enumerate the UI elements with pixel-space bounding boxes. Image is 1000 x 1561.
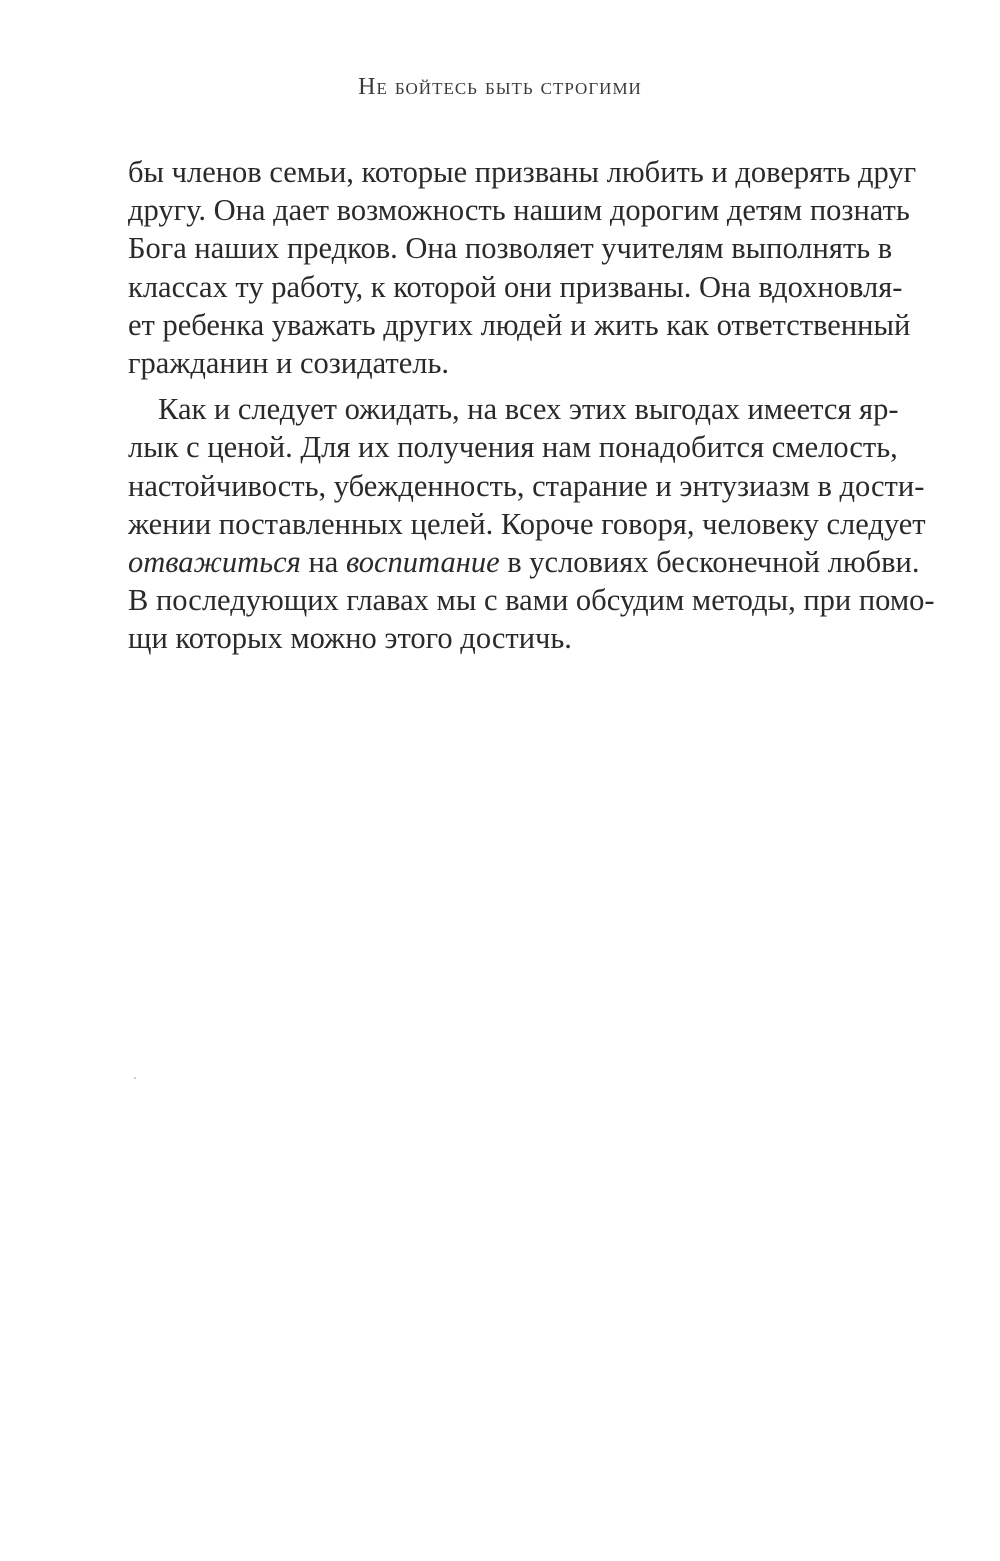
- text-line: гражданин и созидатель.: [128, 345, 450, 380]
- text-line: Как и следует ожидать, на всех этих выгодах имеется яр-: [158, 392, 899, 427]
- text-line: классах ту работу, к которой они призваны. Она вдохновля-: [128, 269, 903, 304]
- text-line: лык с ценой. Для их получения нам понадобится смелость,: [128, 430, 898, 465]
- paragraph-1: [128, 153, 917, 382]
- paragraph-gap: [128, 382, 890, 390]
- body-text: [128, 153, 935, 657]
- text-fragment: на: [300, 544, 346, 579]
- text-line: жении поставленных целей. Короче говоря, человеку следует: [128, 506, 926, 541]
- text-line: ет ребенка уважать других людей и жить как ответственный: [128, 307, 911, 342]
- text-line-mixed: [128, 543, 920, 581]
- italic-word: воспитание: [345, 544, 500, 579]
- paragraph-2: [128, 390, 935, 657]
- text-fragment: в условиях бесконечной любви.: [499, 544, 920, 579]
- paper-speck: [134, 1077, 136, 1079]
- text-line: другу. Она дает возможность нашим дорогим детям познать: [128, 193, 910, 228]
- text-line: щи которых можно этого достичь.: [128, 621, 572, 656]
- text-line: Бога наших предков. Она позволяет учителям выполнять в: [128, 231, 893, 266]
- italic-word: отважиться: [128, 544, 301, 579]
- text-line: бы членов семьи, которые призваны любить и доверять друг: [128, 155, 917, 189]
- running-header: Не бойтесь быть строгими: [358, 74, 642, 100]
- text-line: В последующих главах мы с вами обсудим методы, при помо-: [128, 583, 935, 618]
- text-line: настойчивость, убежденность, старание и энтузиазм в дости-: [128, 468, 925, 503]
